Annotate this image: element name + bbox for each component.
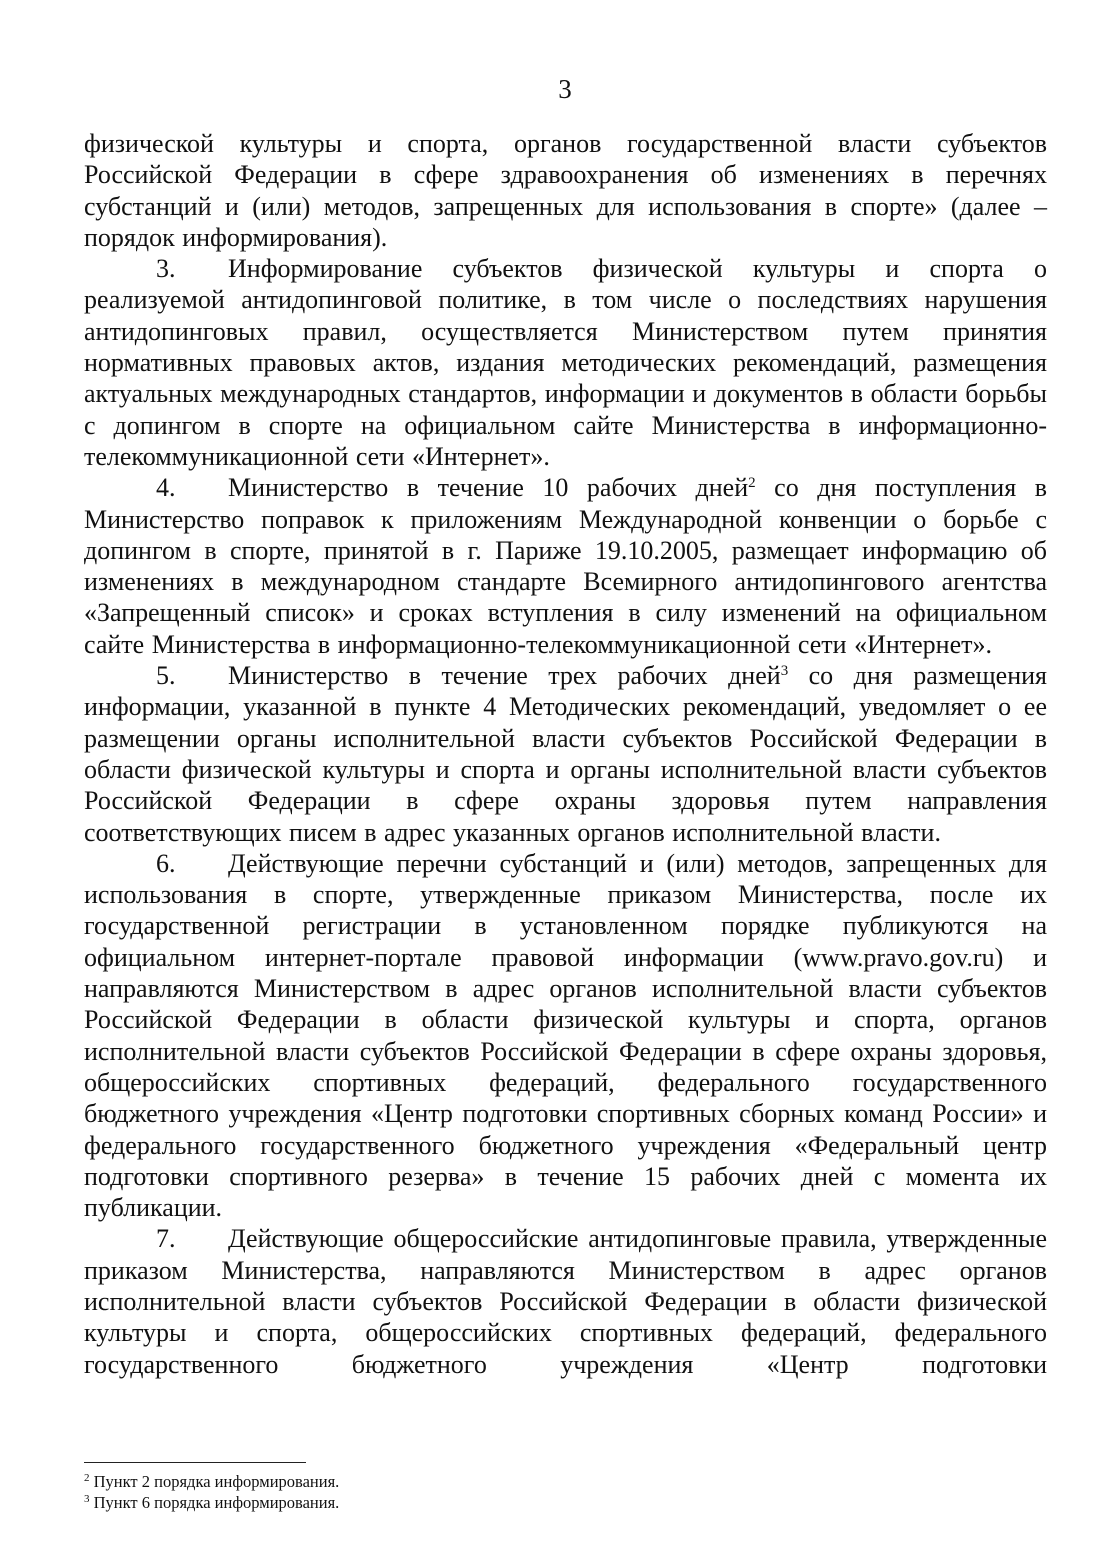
paragraph-number: 7. — [156, 1224, 176, 1254]
paragraph-text: Министерство в течение 10 рабочих дней — [228, 473, 749, 503]
footnote-text: Пункт 6 порядка информирования. — [89, 1493, 340, 1512]
paragraph-text: Действующие общероссийские антидопинговые правила, утвержденные приказом Министерства, направляются Министерством в адрес органов исполнительной власти субъектов Российской Федерации в области физической культуры и спорта, общероссийских спортивных федераций, федерального государственного бюджетного учреждения «Центр подготовки — [84, 1224, 1047, 1379]
paragraph-number: 6. — [156, 848, 176, 878]
page-number: 3 — [558, 74, 572, 104]
footnote-3 — [84, 1492, 684, 1513]
footnote-reference: 3 — [780, 663, 789, 680]
paragraph-number: 4. — [156, 473, 176, 503]
paragraph-7 — [84, 1223, 1047, 1379]
footnote-mark: 2 — [84, 1472, 90, 1484]
paragraph-text: Министерство в течение трех рабочих дней — [228, 661, 781, 691]
intro-paragraph: физической культуры и спорта, органов государственной власти субъектов Российской Федерации в сфере здравоохранения об изменениях в перечнях субстанций и (или) методов, запрещенных для использования в спорте» (далее – порядок информирования). — [84, 129, 1047, 252]
footnote-mark: 3 — [84, 1493, 90, 1505]
paragraph-text: со дня размещения информации, указанной в пункте 4 Методических рекомендаций, уведомляет о ее размещении органы исполнительной власти субъектов Российской Федерации в области физической культуры и спорта и органы исполнительной власти субъектов Российской Федерации в сфере охраны здоровья путем направления соответствующих писем в адрес указанных органов исполнительной власти. — [84, 661, 1047, 847]
footnote-2 — [84, 1471, 684, 1492]
paragraph-text: Информирование субъектов физической культуры и спорта о реализуемой антидопинговой политике, в том числе о последствиях нарушения антидопинговых правил, осуществляется Министерством путем принятия нормативных правовых актов, издания методических рекомендаций, размещения актуальных международных стандартов, информации и документов в области борьбы с допингом в спорте на официальном сайте Министерства в информационно-телекоммуникационной сети «Интернет». — [84, 254, 1047, 471]
footnote-separator — [84, 1462, 306, 1463]
body-text — [84, 128, 1047, 1380]
paragraph-text: Действующие перечни субстанций и (или) методов, запрещенных для использования в спорте, утвержденные приказом Министерства, после их государственной регистрации в установленном порядке публикуются на официальном интернет-портале правовой информации (www.pravo.gov.ru) и направляются Министерством в адрес органов исполнительной власти субъектов Российской Федерации в области физической культуры и спорта, органов исполнительной власти субъектов Российской Федерации в сфере охраны здоровья, общероссийских спортивных федераций, федерального государственного бюджетного учреждения «Центр подготовки спортивных сборных команд России» и федерального государственного бюджетного учреждения «Федеральный центр подготовки спортивного резерва» в течение 15 рабочих дней с момента их публикации. — [84, 848, 1047, 1223]
paragraph-number: 5. — [156, 661, 176, 691]
footnote-reference: 2 — [748, 475, 756, 492]
paragraph-4 — [84, 472, 1047, 660]
paragraph-5 — [84, 660, 1047, 848]
paragraph-number: 3. — [156, 254, 176, 284]
footnote-text: Пункт 2 порядка информирования. — [89, 1472, 340, 1491]
footnotes — [84, 1471, 684, 1513]
paragraph-text: со дня поступления в Министерство поправок к приложениям Международной конвенции о борьбе с допингом в спорте, принятой в г. Париже 19.10.2005, размещает информацию об изменениях в международном стандарте Всемирного антидопингового агентства «Запрещенный список» и сроках вступления в силу изменений на официальном сайте Министерства в информационно-телекоммуникационной сети «Интернет». — [84, 473, 1047, 659]
paragraph-6 — [84, 848, 1047, 1224]
paragraph-3 — [84, 253, 1047, 472]
